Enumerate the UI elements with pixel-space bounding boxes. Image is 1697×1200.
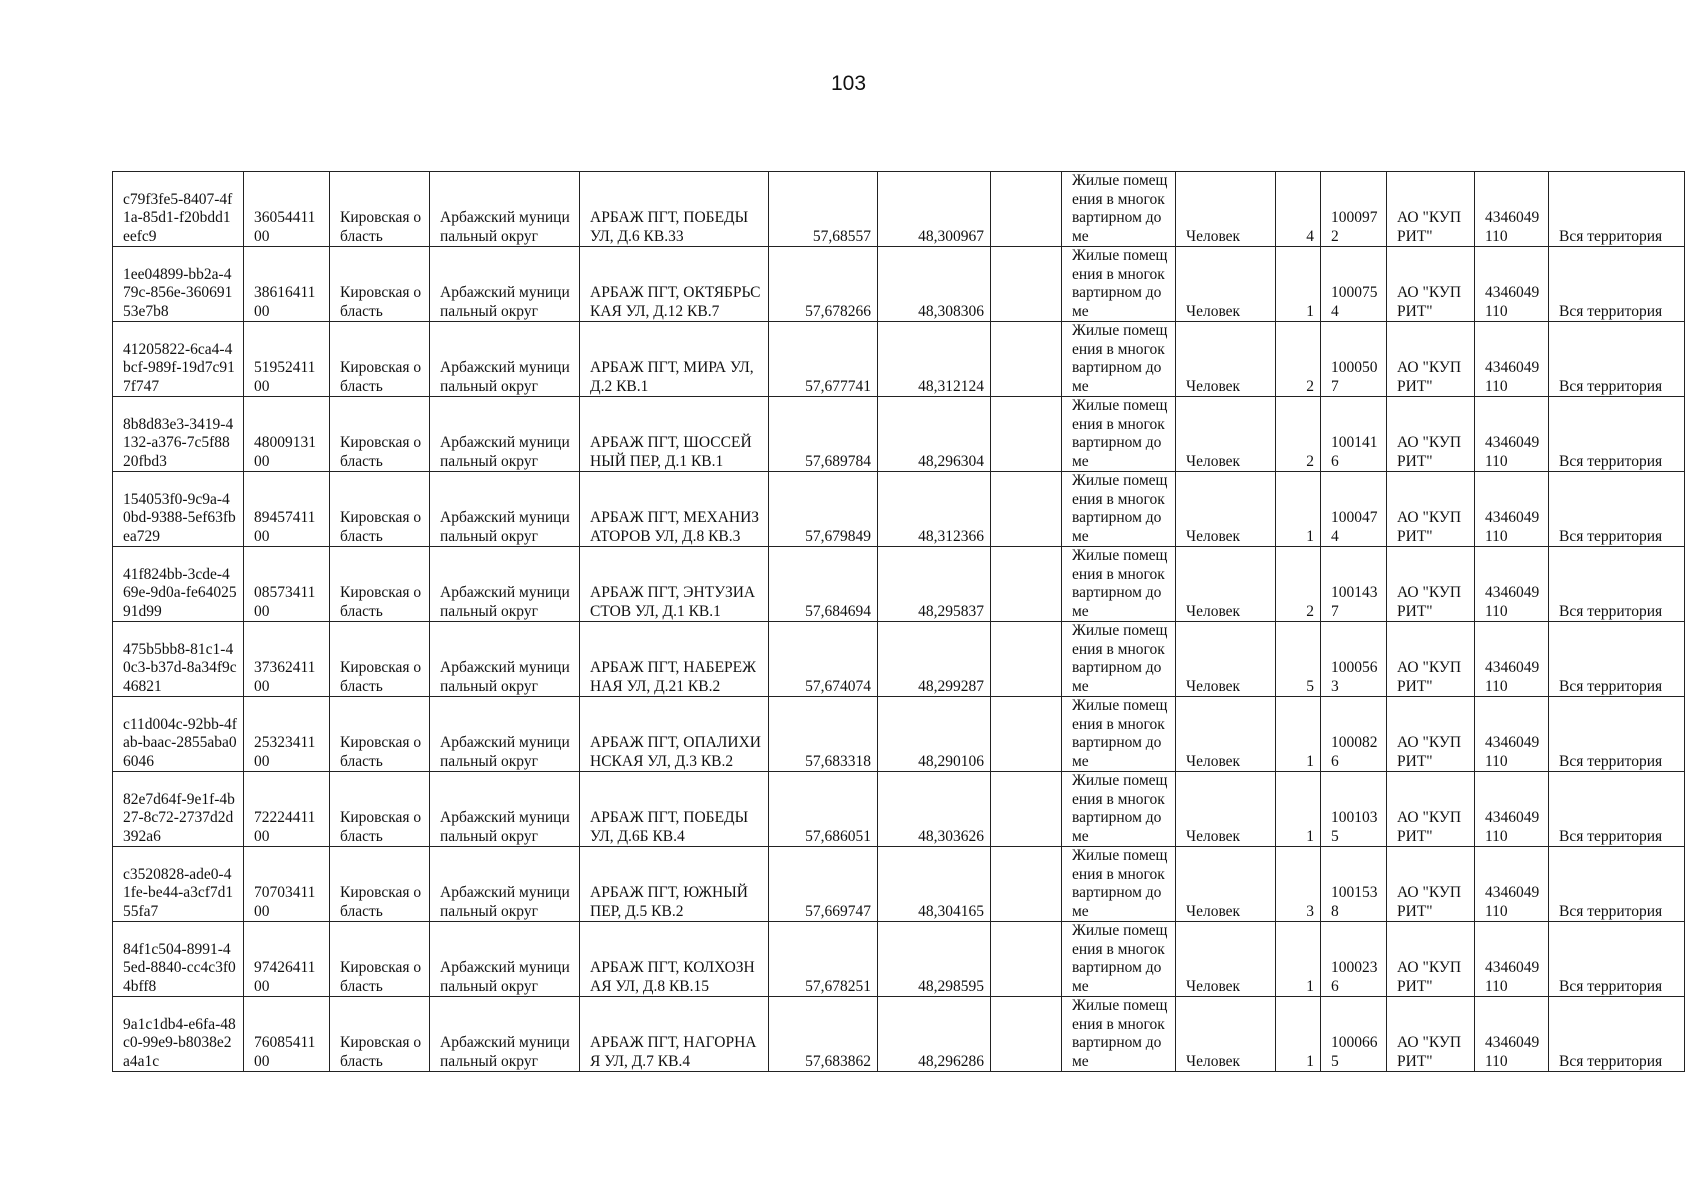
organization-cell: АО "КУПРИТ" (1387, 397, 1475, 472)
region-cell: Кировская область (330, 772, 430, 847)
category-code-cell: 1000665 (1321, 997, 1387, 1072)
code-cell: 7608541100 (244, 997, 330, 1072)
empty-cell (991, 547, 1062, 622)
table-row (113, 547, 1685, 622)
latitude-cell: 57,678266 (769, 247, 878, 322)
guid-cell: 8b8d83e3-3419-4132-a376-7c5f8820fbd3 (113, 397, 244, 472)
count-cell: 4 (1276, 172, 1321, 247)
guid-cell: c11d004c-92bb-4fab-baac-2855aba06046 (113, 697, 244, 772)
category-code-cell: 1000236 (1321, 922, 1387, 997)
longitude-cell: 48,303626 (878, 772, 991, 847)
building-type-cell: Жилые помещения в многоквартирном доме (1062, 772, 1176, 847)
territory-cell: Вся территория (1549, 697, 1685, 772)
latitude-cell: 57,678251 (769, 922, 878, 997)
latitude-cell: 57,674074 (769, 622, 878, 697)
unit-cell: Человек (1176, 172, 1276, 247)
count-cell: 5 (1276, 622, 1321, 697)
guid-cell: 1ee04899-bb2a-479c-856e-36069153e7b8 (113, 247, 244, 322)
building-type-cell: Жилые помещения в многоквартирном доме (1062, 472, 1176, 547)
code-cell: 3736241100 (244, 622, 330, 697)
organization-cell: АО "КУПРИТ" (1387, 997, 1475, 1072)
building-type-cell: Жилые помещения в многоквартирном доме (1062, 397, 1176, 472)
table-row (113, 322, 1685, 397)
count-cell: 1 (1276, 922, 1321, 997)
territory-cell: Вся территория (1549, 547, 1685, 622)
address-cell: АРБАЖ ПГТ, НАБЕРЕЖНАЯ УЛ, Д.21 КВ.2 (580, 622, 769, 697)
empty-cell (991, 697, 1062, 772)
count-cell: 2 (1276, 322, 1321, 397)
longitude-cell: 48,304165 (878, 847, 991, 922)
unit-cell: Человек (1176, 922, 1276, 997)
territory-cell: Вся территория (1549, 322, 1685, 397)
building-type-cell: Жилые помещения в многоквартирном доме (1062, 172, 1176, 247)
guid-cell: c79f3fe5-8407-4f1a-85d1-f20bdd1eefc9 (113, 172, 244, 247)
longitude-cell: 48,296304 (878, 397, 991, 472)
empty-cell (991, 997, 1062, 1072)
building-type-cell: Жилые помещения в многоквартирном доме (1062, 622, 1176, 697)
category-code-cell: 1000507 (1321, 322, 1387, 397)
count-cell: 1 (1276, 697, 1321, 772)
district-cell: Арбажский муниципальный округ (430, 247, 580, 322)
longitude-cell: 48,290106 (878, 697, 991, 772)
territory-cell: Вся территория (1549, 472, 1685, 547)
address-cell: АРБАЖ ПГТ, КОЛХОЗНАЯ УЛ, Д.8 КВ.15 (580, 922, 769, 997)
longitude-cell: 48,295837 (878, 547, 991, 622)
address-cell: АРБАЖ ПГТ, МЕХАНИЗАТОРОВ УЛ, Д.8 КВ.3 (580, 472, 769, 547)
district-cell: Арбажский муниципальный округ (430, 847, 580, 922)
code-cell: 3861641100 (244, 247, 330, 322)
organization-cell: АО "КУПРИТ" (1387, 922, 1475, 997)
unit-cell: Человек (1176, 622, 1276, 697)
organization-cell: АО "КУПРИТ" (1387, 772, 1475, 847)
table-row (113, 172, 1685, 247)
organization-cell: АО "КУПРИТ" (1387, 547, 1475, 622)
organization-cell: АО "КУПРИТ" (1387, 472, 1475, 547)
count-cell: 2 (1276, 547, 1321, 622)
longitude-cell: 48,298595 (878, 922, 991, 997)
building-type-cell: Жилые помещения в многоквартирном доме (1062, 922, 1176, 997)
district-cell: Арбажский муниципальный округ (430, 472, 580, 547)
category-code-cell: 1000972 (1321, 172, 1387, 247)
count-cell: 1 (1276, 472, 1321, 547)
inn-cell: 4346049110 (1475, 622, 1549, 697)
latitude-cell: 57,683318 (769, 697, 878, 772)
district-cell: Арбажский муниципальный округ (430, 547, 580, 622)
address-cell: АРБАЖ ПГТ, ЮЖНЫЙ ПЕР, Д.5 КВ.2 (580, 847, 769, 922)
empty-cell (991, 247, 1062, 322)
latitude-cell: 57,677741 (769, 322, 878, 397)
district-cell: Арбажский муниципальный округ (430, 772, 580, 847)
empty-cell (991, 772, 1062, 847)
region-cell: Кировская область (330, 697, 430, 772)
count-cell: 1 (1276, 997, 1321, 1072)
longitude-cell: 48,312124 (878, 322, 991, 397)
address-cell: АРБАЖ ПГТ, ПОБЕДЫ УЛ, Д.6 КВ.33 (580, 172, 769, 247)
address-cell: АРБАЖ ПГТ, ОКТЯБРЬСКАЯ УЛ, Д.12 КВ.7 (580, 247, 769, 322)
address-cell: АРБАЖ ПГТ, ПОБЕДЫ УЛ, Д.6Б КВ.4 (580, 772, 769, 847)
territory-cell: Вся территория (1549, 772, 1685, 847)
district-cell: Арбажский муниципальный округ (430, 922, 580, 997)
category-code-cell: 1000826 (1321, 697, 1387, 772)
count-cell: 1 (1276, 247, 1321, 322)
code-cell: 3605441100 (244, 172, 330, 247)
registry-rows (113, 172, 1685, 1072)
region-cell: Кировская область (330, 547, 430, 622)
unit-cell: Человек (1176, 247, 1276, 322)
organization-cell: АО "КУПРИТ" (1387, 847, 1475, 922)
table-row (113, 847, 1685, 922)
latitude-cell: 57,686051 (769, 772, 878, 847)
code-cell: 7070341100 (244, 847, 330, 922)
inn-cell: 4346049110 (1475, 922, 1549, 997)
region-cell: Кировская область (330, 247, 430, 322)
inn-cell: 4346049110 (1475, 172, 1549, 247)
category-code-cell: 1000754 (1321, 247, 1387, 322)
registry-table (112, 171, 1685, 1072)
count-cell: 3 (1276, 847, 1321, 922)
guid-cell: 84f1c504-8991-45ed-8840-cc4c3f04bff8 (113, 922, 244, 997)
empty-cell (991, 172, 1062, 247)
district-cell: Арбажский муниципальный округ (430, 172, 580, 247)
latitude-cell: 57,68557 (769, 172, 878, 247)
unit-cell: Человек (1176, 847, 1276, 922)
category-code-cell: 1000474 (1321, 472, 1387, 547)
category-code-cell: 1001538 (1321, 847, 1387, 922)
latitude-cell: 57,684694 (769, 547, 878, 622)
inn-cell: 4346049110 (1475, 472, 1549, 547)
region-cell: Кировская область (330, 397, 430, 472)
count-cell: 1 (1276, 772, 1321, 847)
empty-cell (991, 922, 1062, 997)
territory-cell: Вся территория (1549, 247, 1685, 322)
organization-cell: АО "КУПРИТ" (1387, 322, 1475, 397)
inn-cell: 4346049110 (1475, 247, 1549, 322)
table-row (113, 622, 1685, 697)
organization-cell: АО "КУПРИТ" (1387, 697, 1475, 772)
empty-cell (991, 397, 1062, 472)
code-cell: 5195241100 (244, 322, 330, 397)
table-row (113, 472, 1685, 547)
inn-cell: 4346049110 (1475, 772, 1549, 847)
category-code-cell: 1001416 (1321, 397, 1387, 472)
address-cell: АРБАЖ ПГТ, ШОССЕЙНЫЙ ПЕР, Д.1 КВ.1 (580, 397, 769, 472)
empty-cell (991, 847, 1062, 922)
address-cell: АРБАЖ ПГТ, НАГОРНАЯ УЛ, Д.7 КВ.4 (580, 997, 769, 1072)
category-code-cell: 1000563 (1321, 622, 1387, 697)
address-cell: АРБАЖ ПГТ, ЭНТУЗИАСТОВ УЛ, Д.1 КВ.1 (580, 547, 769, 622)
territory-cell: Вся территория (1549, 172, 1685, 247)
district-cell: Арбажский муниципальный округ (430, 622, 580, 697)
territory-cell: Вся территория (1549, 622, 1685, 697)
page-number: 103 (830, 72, 867, 95)
code-cell: 9742641100 (244, 922, 330, 997)
organization-cell: АО "КУПРИТ" (1387, 172, 1475, 247)
region-cell: Кировская область (330, 472, 430, 547)
inn-cell: 4346049110 (1475, 547, 1549, 622)
region-cell: Кировская область (330, 322, 430, 397)
unit-cell: Человек (1176, 772, 1276, 847)
guid-cell: 475b5bb8-81c1-40c3-b37d-8a34f9c46821 (113, 622, 244, 697)
district-cell: Арбажский муниципальный округ (430, 997, 580, 1072)
longitude-cell: 48,308306 (878, 247, 991, 322)
inn-cell: 4346049110 (1475, 697, 1549, 772)
address-cell: АРБАЖ ПГТ, ОПАЛИХИНСКАЯ УЛ, Д.3 КВ.2 (580, 697, 769, 772)
longitude-cell: 48,312366 (878, 472, 991, 547)
table-row (113, 397, 1685, 472)
unit-cell: Человек (1176, 472, 1276, 547)
category-code-cell: 1001437 (1321, 547, 1387, 622)
guid-cell: 41f824bb-3cde-469e-9d0a-fe6402591d99 (113, 547, 244, 622)
latitude-cell: 57,689784 (769, 397, 878, 472)
region-cell: Кировская область (330, 847, 430, 922)
longitude-cell: 48,299287 (878, 622, 991, 697)
category-code-cell: 1001035 (1321, 772, 1387, 847)
code-cell: 8945741100 (244, 472, 330, 547)
territory-cell: Вся территория (1549, 397, 1685, 472)
code-cell: 0857341100 (244, 547, 330, 622)
district-cell: Арбажский муниципальный округ (430, 697, 580, 772)
district-cell: Арбажский муниципальный округ (430, 322, 580, 397)
unit-cell: Человек (1176, 997, 1276, 1072)
table-row (113, 697, 1685, 772)
longitude-cell: 48,300967 (878, 172, 991, 247)
address-cell: АРБАЖ ПГТ, МИРА УЛ, Д.2 КВ.1 (580, 322, 769, 397)
unit-cell: Человек (1176, 397, 1276, 472)
latitude-cell: 57,669747 (769, 847, 878, 922)
unit-cell: Человек (1176, 547, 1276, 622)
inn-cell: 4346049110 (1475, 847, 1549, 922)
guid-cell: c3520828-ade0-41fe-be44-a3cf7d155fa7 (113, 847, 244, 922)
unit-cell: Человек (1176, 697, 1276, 772)
organization-cell: АО "КУПРИТ" (1387, 622, 1475, 697)
inn-cell: 4346049110 (1475, 397, 1549, 472)
code-cell: 7222441100 (244, 772, 330, 847)
building-type-cell: Жилые помещения в многоквартирном доме (1062, 997, 1176, 1072)
region-cell: Кировская область (330, 997, 430, 1072)
table-row (113, 247, 1685, 322)
building-type-cell: Жилые помещения в многоквартирном доме (1062, 322, 1176, 397)
region-cell: Кировская область (330, 622, 430, 697)
building-type-cell: Жилые помещения в многоквартирном доме (1062, 847, 1176, 922)
table-row (113, 922, 1685, 997)
territory-cell: Вся территория (1549, 997, 1685, 1072)
inn-cell: 4346049110 (1475, 322, 1549, 397)
latitude-cell: 57,679849 (769, 472, 878, 547)
guid-cell: 9a1c1db4-e6fa-48c0-99e9-b8038e2a4a1c (113, 997, 244, 1072)
region-cell: Кировская область (330, 172, 430, 247)
code-cell: 2532341100 (244, 697, 330, 772)
organization-cell: АО "КУПРИТ" (1387, 247, 1475, 322)
building-type-cell: Жилые помещения в многоквартирном доме (1062, 697, 1176, 772)
empty-cell (991, 622, 1062, 697)
code-cell: 4800913100 (244, 397, 330, 472)
building-type-cell: Жилые помещения в многоквартирном доме (1062, 247, 1176, 322)
guid-cell: 41205822-6ca4-4bcf-989f-19d7c917f747 (113, 322, 244, 397)
longitude-cell: 48,296286 (878, 997, 991, 1072)
territory-cell: Вся территория (1549, 922, 1685, 997)
region-cell: Кировская область (330, 922, 430, 997)
guid-cell: 82e7d64f-9e1f-4b27-8c72-2737d2d392a6 (113, 772, 244, 847)
table-row (113, 772, 1685, 847)
building-type-cell: Жилые помещения в многоквартирном доме (1062, 547, 1176, 622)
empty-cell (991, 472, 1062, 547)
count-cell: 2 (1276, 397, 1321, 472)
table-row (113, 997, 1685, 1072)
empty-cell (991, 322, 1062, 397)
territory-cell: Вся территория (1549, 847, 1685, 922)
guid-cell: 154053f0-9c9a-40bd-9388-5ef63fbea729 (113, 472, 244, 547)
district-cell: Арбажский муниципальный округ (430, 397, 580, 472)
latitude-cell: 57,683862 (769, 997, 878, 1072)
unit-cell: Человек (1176, 322, 1276, 397)
inn-cell: 4346049110 (1475, 997, 1549, 1072)
